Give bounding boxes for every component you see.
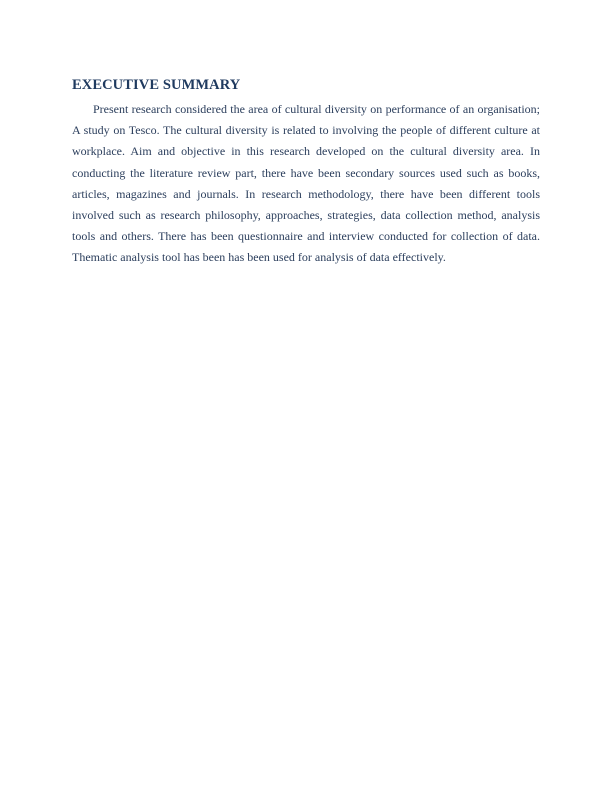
executive-summary-paragraph: Present research considered the area of cultural diversity on performance of an organisation; A study on Tesco. The cultural diversity is related to involving the people of different culture at workplace. Aim and objective in this research developed on the cultural diversity area. In conducting the literature review part, there have been secondary sources used such as books, articles, magazines and journals. In research methodology, there have been different tools involved such as research philosophy, approaches, strategies, data collection method, analysis tools and others. There has been questionnaire and interview conducted for collection of data. Thematic analysis tool has been has been used for analysis of data effectively.: [72, 102, 540, 265]
section-heading-executive-summary: EXECUTIVE SUMMARY: [72, 77, 241, 93]
